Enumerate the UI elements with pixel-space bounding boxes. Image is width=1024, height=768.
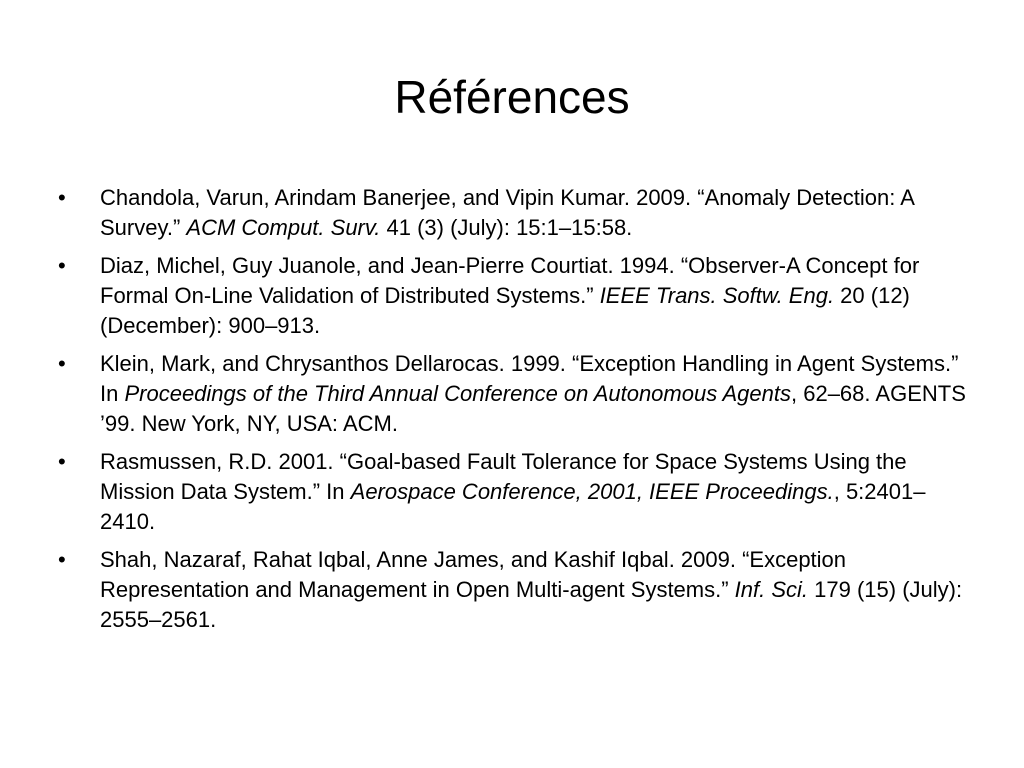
bullet-icon: •: [58, 185, 66, 210]
reference-text: [100, 449, 925, 534]
reference-text-tail: , 5:2401–2410.: [100, 479, 926, 534]
reference-venue: IEEE Trans. Softw. Eng.: [599, 283, 835, 308]
reference-text-tail: 20 (12) (December): 900–913.: [100, 283, 910, 338]
reference-text-tail: , 62–68. AGENTS ’99. New York, NY, USA: ACM.: [100, 381, 966, 436]
reference-text: [100, 547, 962, 632]
reference-item: [56, 251, 976, 341]
bullet-icon: •: [58, 351, 66, 376]
bullet-icon: •: [58, 449, 66, 474]
reference-venue: ACM Comput. Surv.: [186, 215, 381, 240]
reference-text-tail: 41 (3) (July): 15:1–15:58.: [380, 215, 633, 240]
reference-text: [100, 351, 966, 436]
reference-venue: Aerospace Conference, 2001, IEEE Proceedings.: [350, 479, 834, 504]
reference-item: [56, 183, 976, 243]
reference-text-plain: Rasmussen, R.D. 2001. “Goal-based Fault Tolerance for Space Systems Using the Mission Data System.” In: [100, 449, 907, 504]
bullet-icon: •: [58, 547, 66, 572]
reference-venue: Proceedings of the Third Annual Conference on Autonomous Agents: [124, 381, 791, 406]
reference-text-plain: Diaz, Michel, Guy Juanole, and Jean-Pierre Courtiat. 1994. “Observer-A Concept for Formal On-Line Validation of Distributed Systems.”: [100, 253, 920, 308]
reference-text: [100, 253, 919, 338]
reference-list: [56, 183, 976, 643]
reference-item: [56, 545, 976, 635]
reference-text-plain: Shah, Nazaraf, Rahat Iqbal, Anne James, and Kashif Iqbal. 2009. “Exception Representation and Management in Open Multi-agent Systems.”: [100, 547, 847, 602]
slide-title: Références: [394, 71, 630, 123]
reference-text-plain: Chandola, Varun, Arindam Banerjee, and Vipin Kumar. 2009. “Anomaly Detection: A Survey.”: [100, 185, 914, 240]
reference-item: [56, 349, 976, 439]
reference-text-plain: Klein, Mark, and Chrysanthos Dellarocas. 1999. “Exception Handling in Agent Systems.” In: [100, 351, 959, 406]
reference-venue: Inf. Sci.: [734, 577, 809, 602]
reference-item: [56, 447, 976, 537]
bullet-icon: •: [58, 253, 66, 278]
reference-text-tail: 179 (15) (July): 2555–2561.: [100, 577, 963, 632]
reference-text: [100, 185, 914, 240]
